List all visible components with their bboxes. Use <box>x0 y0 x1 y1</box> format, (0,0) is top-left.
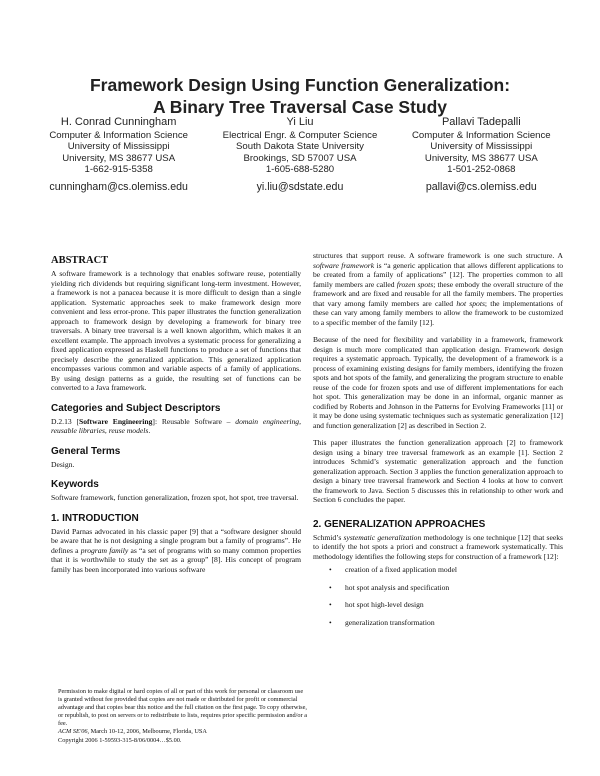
emphasis-run: hot spots <box>456 298 485 308</box>
emphasis-run: software framework <box>313 260 375 270</box>
right-column <box>313 251 563 635</box>
left-column <box>51 255 301 584</box>
categories-code: D.2.13 [ <box>51 416 79 426</box>
list-item: • hot spot analysis and specification <box>329 583 563 593</box>
author-org: University of Mississippi <box>67 141 170 153</box>
author-email: yi.liu@sdstate.edu <box>256 180 344 193</box>
keywords-heading: Keywords <box>51 479 99 490</box>
author-org: University of Mississippi <box>430 141 533 153</box>
categories-text <box>51 417 301 436</box>
abstract-section <box>51 255 301 393</box>
emphasis-run: frozen spots <box>396 279 434 289</box>
paper-title <box>40 74 560 118</box>
introduction-text <box>51 527 301 575</box>
title-line-2: A Binary Tree Traversal Case Study <box>152 97 448 117</box>
permission-notice <box>58 688 308 745</box>
right-paragraph-1 <box>313 251 563 327</box>
general-terms-text: Design. <box>51 459 75 469</box>
categories-italic: domain engineering, reusable libraries, reuse models <box>51 416 302 435</box>
list-item: • creation of a fixed application model <box>329 565 563 575</box>
categories-bold: Software Engineering <box>79 416 153 426</box>
author-3 <box>391 116 572 193</box>
list-item: • generalization transformation <box>329 618 563 628</box>
abstract-heading: ABSTRACT <box>51 255 109 266</box>
general-terms-heading: General Terms <box>51 445 121 457</box>
text-run: methodology is one technique [12] that seeks to identify the hot spots a priori and construct a framework systematically. This methodology identifies the following steps for construction of a framework [12]: <box>313 532 564 561</box>
introduction-heading: 1. INTRODUCTION <box>51 512 139 524</box>
right-paragraph-2: Because of the need for flexibility and variability in a framework, framework design is much more complicated than application design. Framework design requires a systematic approach. Typically, the development of a framework is a process of examining existing designs for family members, identifying the frozen spots and hot spots of the family, and generalizing the program structure to enable reuse of the code for frozen spots and use of different implementations for each hot spot. This generalization may be done in an informal, organic manner as codified by Roberts and Johnson in the Patterns for Evolving Frameworks [11] or it may be done using systematic techniques such as systematic generalization [12] and function generalization [2] as described in Section 2. <box>313 335 563 430</box>
conference-line <box>58 728 308 736</box>
intro-text-1: David Parnas advocated in his classic paper [9] that a “software designer should be aware that he is not designing a single program but a family of programs”. He defines a <box>51 526 301 555</box>
author-1 <box>28 116 209 193</box>
author-email: pallavi@cs.olemiss.edu <box>425 180 537 193</box>
author-org: South Dakota State University <box>236 141 364 153</box>
categories-mid: ]: Reusable Software – <box>152 416 236 426</box>
author-phone: 1-501-252-0868 <box>447 164 516 176</box>
right-paragraph-3: This paper illustrates the function generalization approach [2] to framework design using a binary tree traversal framework as an example [1]. Section 2 introduces Schmid’s systematic generalization approach and the function generalization approach. Section 3 applies the function generalization approach to design a binary tree traversal framework and Section 4 looks at how to convert the framework to Java. Section 5 discusses this in relationship to other work and Section 6 concludes the paper. <box>313 438 563 504</box>
author-name: Pallavi Tadepalli <box>441 116 521 128</box>
intro-text-2: as “a set of programs with so many common properties that it is worthwhile to study the set as a group” [8]. His concept of program family has been incorporated into various software <box>51 545 301 574</box>
permission-text: Permission to make digital or hard copies of all or part of this work for personal or classroom use is granted without fee provided that copies are not made or distributed for profit or commercial advantage and that copies bear this notice and the full citation on the first page. To copy otherwise, or republish, to post on servers or to redistribute to lists, requires prior specific permission and/or a fee. <box>58 688 308 728</box>
text-run: ; these embody the overall structure of the framework and are fixed and reusable for all the family members. The properties that vary among family members are called <box>313 279 564 308</box>
text-run: ; the implementations of these can vary among family members to allow the framework to be customized to a specific member of the family [12]. <box>313 298 563 327</box>
author-dept: Computer & Information Science <box>411 130 551 141</box>
author-block <box>28 116 572 193</box>
categories-end: . <box>148 426 151 435</box>
generalization-steps-list <box>313 565 563 627</box>
author-name: H. Conrad Cunningham <box>60 116 177 128</box>
text-run: Schmid’s <box>313 532 344 542</box>
list-item: • hot spot high-level design <box>329 600 563 610</box>
author-phone: 1-605-688-5280 <box>265 164 335 176</box>
text-run: is “a generic application that allows different applications to be created from a family of applications” [12]. The properties common to all family members are called <box>313 260 563 289</box>
intro-emphasis: program family <box>80 545 129 555</box>
author-address: Brookings, SD 57007 USA <box>243 152 357 164</box>
author-address: University, MS 38677 USA <box>62 152 176 164</box>
keywords-text: Software framework, function generalization, frozen spot, hot spot, tree traversal. <box>51 493 299 502</box>
section-2-heading: 2. GENERALIZATION APPROACHES <box>313 518 486 530</box>
copyright-line: Copyright 2006 1-59593-315-8/06/0004…$5.00. <box>58 736 182 744</box>
author-dept: Computer & Information Science <box>49 130 188 141</box>
general-terms-section <box>51 446 301 470</box>
keywords-section <box>51 479 301 503</box>
author-name: Yi Liu <box>286 116 314 128</box>
introduction-section <box>51 513 301 575</box>
author-address: University, MS 38677 USA <box>424 152 538 164</box>
categories-heading: Categories and Subject Descriptors <box>51 402 221 414</box>
conference-details: , March 10-12, 2006, Melbourne, Florida, USA <box>87 728 207 736</box>
author-2 <box>209 116 390 193</box>
conference-name: ACM SE'06 <box>58 728 88 736</box>
author-email: cunningham@cs.olemiss.edu <box>49 180 188 193</box>
title-line-1: Framework Design Using Function Generalization: <box>89 75 511 95</box>
abstract-text: A software framework is a technology that enables software reuse, potentially yielding rich dividends but requiring significant long-term investment. However, a framework is not a panacea because it is more difficult to design than a single application. Systematic approaches seek to make framework design more convenient and less error-prone. This paper illustrates the function generalization approach to framework design by developing a framework for binary tree traversals. A binary tree traversal is a well known algorithm, which makes it an excellent example. The approach involves a systematic process for generalizing a fixed application expressed as Haskell functions to produce a set of functions that precisely describe the generalized application. This generalized application encompasses various common and variable aspects of a family of applications. By using design patterns as a guide, the resulting set of functions can be converted to a Java framework. <box>51 269 301 392</box>
categories-section <box>51 403 301 436</box>
emphasis-run: systematic generalization <box>343 532 422 542</box>
author-dept: Electrical Engr. & Computer Science <box>222 130 378 141</box>
text-run: structures that support reuse. A software framework is one such structure. A <box>313 251 563 260</box>
author-phone: 1-662-915-5358 <box>84 164 153 176</box>
right-paragraph-4 <box>313 533 563 562</box>
